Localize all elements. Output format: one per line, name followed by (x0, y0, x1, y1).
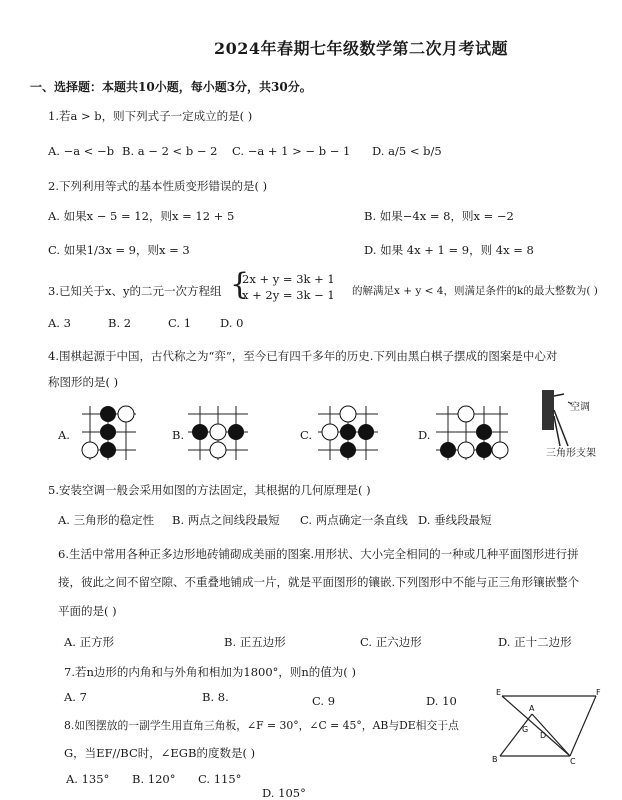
question-4-option-a-label: A. (58, 428, 70, 442)
question-1-stem: 1.若a > b，则下列式子一定成立的是( ) (48, 109, 253, 123)
question-2-option-a: A. 如果x − 5 = 12，则x = 12 + 5 (48, 209, 235, 223)
question-8-stem-line-1: 8.如图摆放的一副学生用直角三角板，∠F = 30°，∠C = 45°，AB与DE相交于点 (64, 719, 459, 732)
question-1-option-c: C. −a + 1 > − b − 1 (232, 144, 351, 158)
figure-point-a: A (529, 704, 535, 713)
question-2-option-b: B. 如果−4x = 8，则x = −2 (364, 209, 514, 223)
figure-label-triangle-bracket: 三角形支架 (546, 448, 596, 459)
question-3-option-c: C. 1 (168, 316, 192, 330)
question-5-option-b: B. 两点之间线段最短 (172, 513, 280, 527)
question-6-stem-line-3: 平面的是( ) (58, 604, 117, 618)
question-7-option-d: D. 10 (426, 694, 457, 708)
figure-point-d: D (540, 731, 547, 740)
question-8-option-c: C. 115° (198, 772, 242, 786)
figure-point-c: C (570, 757, 576, 766)
question-7-option-a: A. 7 (64, 690, 87, 704)
question-3-option-a: A. 3 (48, 316, 71, 330)
question-5-option-a: A. 三角形的稳定性 (58, 513, 155, 527)
question-3-option-b: B. 2 (108, 316, 132, 330)
question-6-option-d: D. 正十二边形 (498, 635, 572, 649)
figure-point-b: B (492, 755, 498, 764)
page-title: 2024年春期七年级数学第二次月考试题 (214, 39, 509, 58)
figure-point-g: G (522, 725, 529, 734)
question-5-stem: 5.安装空调一般会采用如图的方法固定，其根据的几何原理是( ) (48, 483, 371, 497)
section-heading: 一、选择题：本题共10小题，每小题3分，共30分。 (30, 80, 312, 94)
question-2-option-c: C. 如果1/3x = 9，则x = 3 (48, 243, 190, 257)
question-7-stem: 7.若n边形的内角和与外角和相加为1800°，则n的值为( ) (64, 665, 356, 679)
figure-point-f: F (596, 688, 601, 697)
question-4-option-b-label: B. (172, 428, 185, 442)
question-6-stem-line-1: 6.生活中常用各种正多边形地砖铺砌成美丽的图案.用形状、大小完全相同的一种或几种平面图形进行拼 (58, 547, 579, 561)
go-pattern-c (314, 402, 384, 464)
question-3-equation-1: 2x + y = 3k + 1 (242, 272, 335, 286)
question-6-stem-line-2: 接，彼此之间不留空隙、不重叠地铺成一片，就是平面图形的镶嵌.下列图形中不能与正三角形镶嵌整个 (58, 575, 580, 589)
question-4-option-d-label: D. (418, 428, 431, 442)
question-6-option-b: B. 正五边形 (224, 635, 286, 649)
question-3-option-d: D. 0 (220, 316, 244, 330)
question-3-equation-2: x + 2y = 3k − 1 (242, 288, 335, 302)
triangle-rulers-figure (488, 686, 610, 766)
equation-brace: { (230, 267, 250, 302)
question-8-stem-line-2: G，当EF//BC时，∠EGB的度数是( ) (64, 746, 256, 760)
question-8-option-d: D. 105° (262, 786, 306, 800)
question-4-stem-line-2: 称图形的是( ) (48, 375, 119, 389)
figure-point-e: E (496, 688, 502, 697)
question-4-option-c-label: C. (300, 428, 313, 442)
go-pattern-d (432, 402, 512, 464)
question-8-option-a: A. 135° (66, 772, 110, 786)
question-7-option-b: B. 8. (202, 690, 229, 704)
question-5-option-d: D. 垂线段最短 (418, 513, 492, 527)
question-7-option-c: C. 9 (312, 694, 336, 708)
question-1-option-d: D. a/5 < b/5 (372, 144, 442, 158)
go-pattern-a (72, 402, 142, 464)
question-1-option-b: B. a − 2 < b − 2 (122, 144, 218, 158)
question-2-stem: 2.下列利用等式的基本性质变形错误的是( ) (48, 179, 268, 193)
question-2-option-d: D. 如果 4x + 1 = 9，则 4x = 8 (364, 243, 534, 257)
question-4-stem-line-1: 4.围棋起源于中国，古代称之为“弈”，至今已有四千多年的历史.下列由黑白棋子摆成的图案是中心对 (48, 349, 558, 363)
figure-label-air-conditioner: 空调 (570, 402, 590, 413)
question-6-option-a: A. 正方形 (64, 635, 115, 649)
question-3-stem-pre: 3.已知关于x、y的二元一次方程组 (48, 284, 222, 298)
go-pattern-b (184, 402, 254, 464)
question-8-option-b: B. 120° (132, 772, 176, 786)
question-3-stem-post: 的解满足x + y < 4，则满足条件的k的最大整数为( ) (352, 285, 598, 297)
question-6-option-c: C. 正六边形 (360, 635, 422, 649)
question-1-option-a: A. −a < −b (48, 144, 115, 158)
question-5-option-c: C. 两点确定一条直线 (300, 513, 408, 527)
